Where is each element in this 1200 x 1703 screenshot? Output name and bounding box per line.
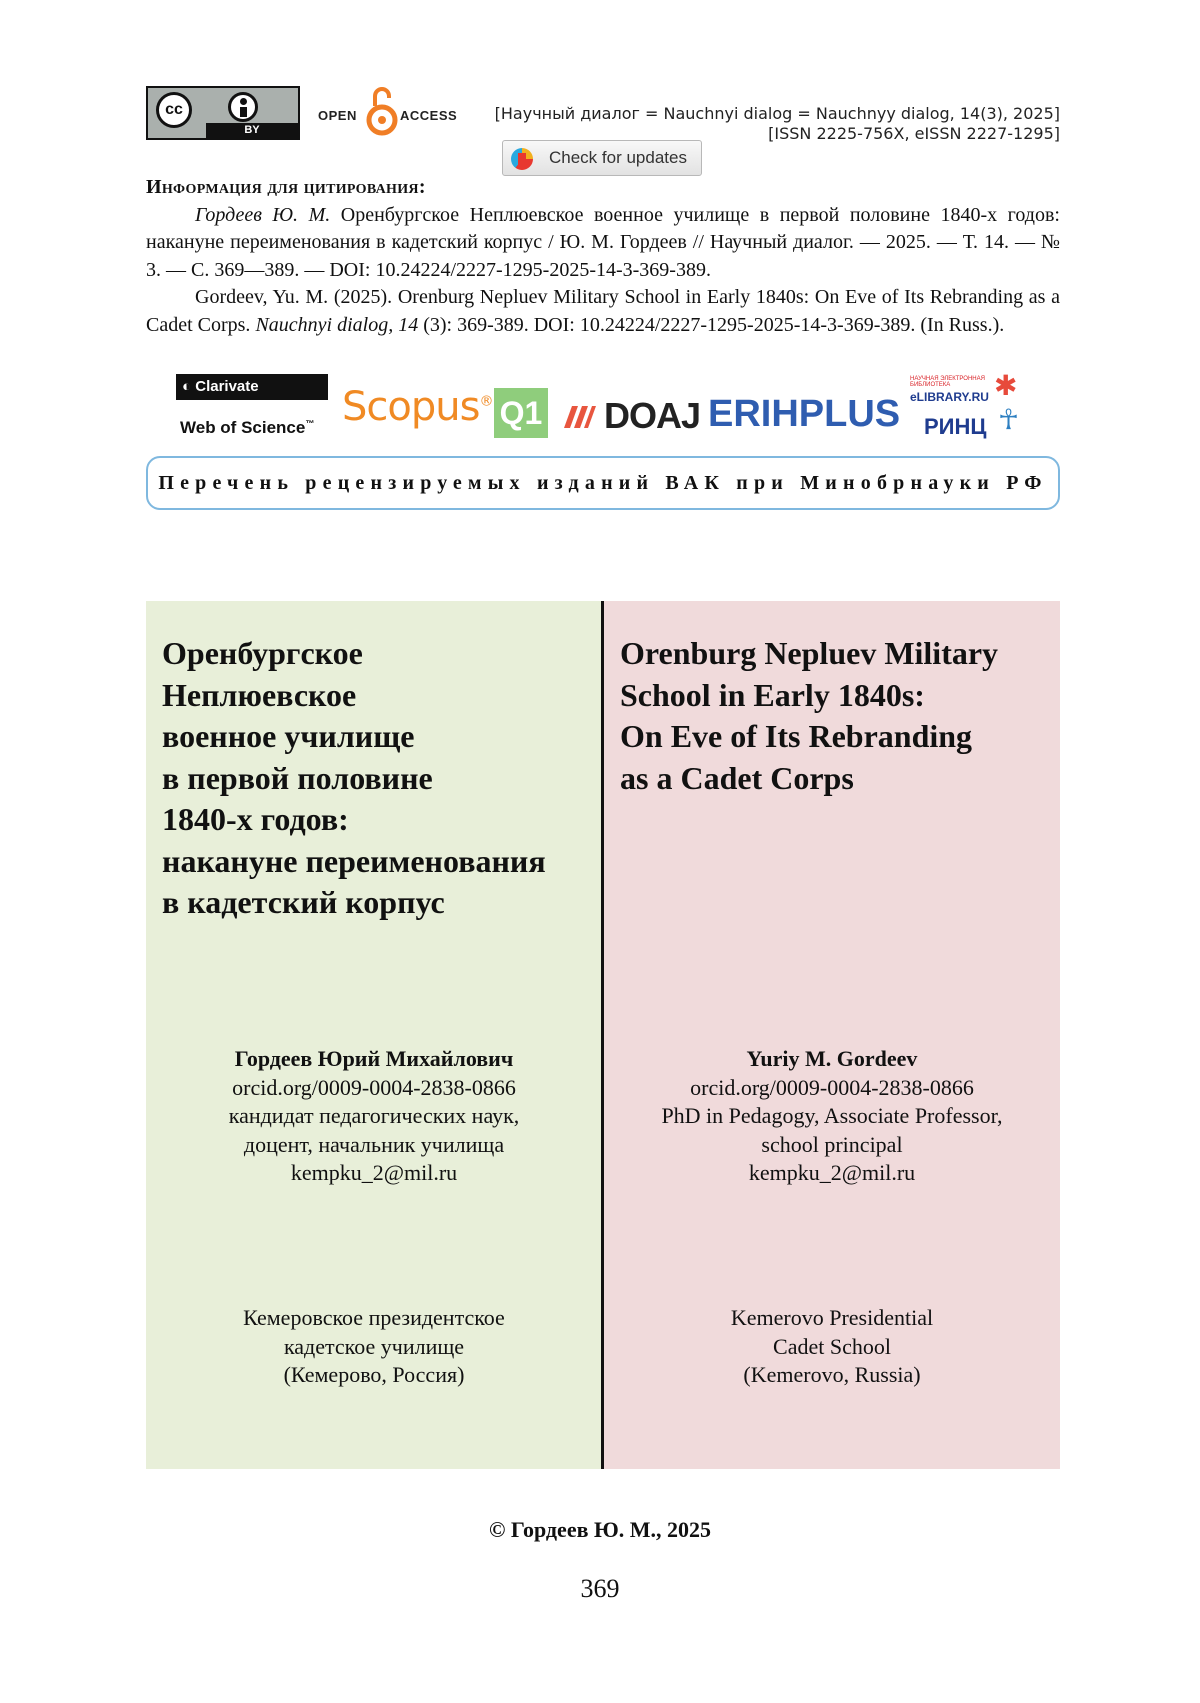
asterisk-icon: ✱ — [994, 369, 1018, 402]
title-line: Неплюевское — [162, 676, 357, 713]
issn-line: [ISSN 2225-756X, eISSN 2227-1295] — [768, 124, 1060, 143]
title-line: накануне переименования — [162, 842, 546, 879]
author-degree-en: PhD in Pedagogy, Associate Professor, — [661, 1103, 1003, 1128]
title-line: On Eve of Its Rebranding — [620, 718, 973, 754]
rinc-label: РИНЦ — [924, 414, 987, 439]
elibrary-label: eLIBRARY.RU — [910, 390, 989, 404]
title-line: в кадетский корпус — [162, 884, 445, 920]
person-icon: ☥ — [998, 403, 1019, 436]
article-title-ru — [162, 633, 592, 924]
open-access-access-label: ACCESS — [400, 108, 458, 123]
vak-list-banner: Перечень рецензируемых изданий ВАК при Минобрнауки РФ — [146, 456, 1060, 510]
affiliation-en — [604, 1304, 1060, 1390]
title-line: Оренбургское — [162, 635, 363, 671]
citation-en-text-end: (3): 369-389. DOI: 10.24224/2227-1295-2025-14-3-369-389. (In Russ.). — [418, 313, 1005, 336]
affiliation-line: Кемеровское президентское — [243, 1305, 505, 1330]
web-of-science-tm: ™ — [305, 418, 315, 429]
author-info-en — [604, 1045, 1060, 1188]
web-of-science-label: Web of Science — [180, 418, 306, 437]
clarivate-logo[interactable] — [176, 374, 328, 400]
cc-icon: cc — [156, 92, 192, 128]
erihplus-logo[interactable]: ERIHPLUS — [708, 393, 901, 435]
affiliation-location: (Kemerovo, Russia) — [743, 1362, 921, 1387]
scopus-registered-mark: ® — [479, 393, 493, 410]
russian-article-panel — [146, 601, 602, 1469]
q1-quartile-badge: Q1 — [494, 388, 548, 438]
web-of-science-logo[interactable] — [180, 418, 314, 438]
copyright-notice: © Гордеев Ю. М., 2025 — [488, 1517, 712, 1542]
author-position-en: school principal — [761, 1131, 903, 1157]
open-access-open-label: OPEN — [318, 108, 357, 123]
author-name-en: Yuriy M. Gordeev — [746, 1046, 918, 1071]
author-info-ru — [146, 1045, 602, 1188]
elibrary-tagline: НАУЧНАЯ ЭЛЕКТРОННАЯ БИБЛИОТЕКА — [910, 376, 985, 388]
crossmark-icon — [511, 148, 533, 170]
cc-by-license-badge[interactable] — [146, 86, 300, 140]
by-label: BY — [206, 123, 298, 138]
affiliation-ru — [146, 1304, 602, 1390]
title-line: as a Cadet Corps — [620, 759, 854, 796]
check-for-updates-label: Check for updates — [549, 148, 687, 167]
author-email-ru[interactable]: kempku_2@mil.ru — [290, 1160, 458, 1185]
citation-ru-author: Гордеев Ю. М. — [195, 203, 331, 226]
journal-reference-line: [Научный диалог = Nauchnyi dialog = Nauchnyy dialog, 14(3), 2025] — [494, 104, 1060, 123]
orcid-link-ru[interactable]: orcid.org/0009-0004-2838-0866 — [232, 1074, 516, 1100]
author-degree-ru: кандидат педагогических наук, — [228, 1103, 520, 1128]
scopus-label: Scopus — [342, 384, 480, 430]
author-email-en[interactable]: kempku_2@mil.ru — [748, 1160, 916, 1185]
author-position-ru: доцент, начальник училища — [243, 1131, 505, 1157]
page-number: 369 — [580, 1574, 620, 1603]
attribution-person-icon — [228, 92, 258, 122]
english-article-panel — [604, 601, 1060, 1469]
check-for-updates-button[interactable] — [502, 140, 702, 176]
affiliation-line: Kemerovo Presidential — [730, 1305, 934, 1330]
clarivate-label: Clarivate — [195, 378, 259, 395]
open-access-lock-icon — [366, 84, 398, 136]
orcid-link-en[interactable]: orcid.org/0009-0004-2838-0866 — [690, 1074, 974, 1100]
affiliation-line: Cadet School — [773, 1333, 891, 1359]
citation-en-text: Gordeev, Yu. M. (2025). Orenburg Nepluev Military School in Early 1840s: On Eve of Its Rebranding as a Cadet Corps. — [146, 286, 1060, 336]
citation-english — [146, 284, 1060, 339]
doaj-mark-icon — [562, 402, 600, 430]
citation-russian — [146, 202, 1060, 285]
clarivate-mark-icon: ◐ — [182, 378, 196, 395]
title-line: Orenburg Nepluev Military — [620, 635, 999, 671]
citation-en-journal: Nauchnyi dialog, 14 — [255, 313, 419, 336]
title-line: в первой половине — [162, 759, 433, 796]
journal-reference — [495, 104, 1060, 144]
title-line: военное училище — [162, 718, 415, 754]
author-name-ru: Гордеев Юрий Михайлович — [234, 1046, 514, 1071]
citation-heading: Информация для цитирования: — [146, 176, 426, 198]
affiliation-location: (Кемерово, Россия) — [283, 1362, 465, 1387]
title-line: 1840-х годов: — [162, 801, 349, 837]
elibrary-rinc-logo[interactable] — [910, 369, 1020, 442]
citation-block — [146, 174, 1060, 339]
article-title-en — [620, 633, 1050, 799]
scopus-logo[interactable] — [342, 384, 492, 430]
open-access-logo — [318, 84, 458, 140]
affiliation-line: кадетское училище — [283, 1333, 465, 1359]
title-line: School in Early 1840s: — [620, 676, 925, 713]
doaj-logo[interactable]: DOAJ — [604, 395, 701, 436]
citation-ru-text: Оренбургское Неплюевское военное училище в первой половине 1840-х годов: накануне переименования в кадетский корпус / Ю. М. Гордеев // Научный диалог. — 2025. — Т. 14. — № 3. — С. 369—389. — DOI: 10.24224/2227-1295-2025-14-3-369-389. — [146, 203, 1060, 281]
